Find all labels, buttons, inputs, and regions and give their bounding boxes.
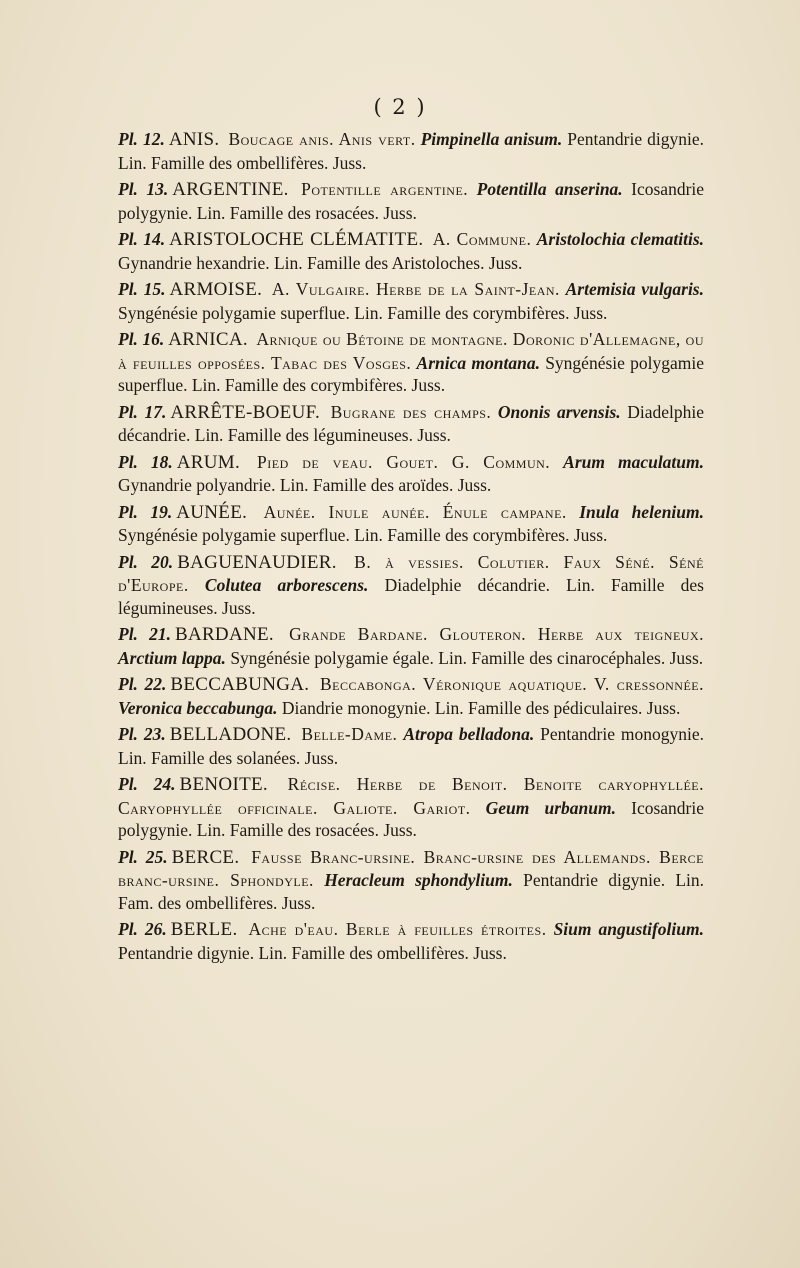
plant-name: ARNICA. [168,329,248,350]
plant-name: ARMOISE. [169,279,263,300]
plate-number: Pl. 13. [118,179,169,199]
plate-number: Pl. 19. [118,501,173,522]
common-names: Bugrane des champs. [330,401,492,422]
plant-name: ANIS. [168,129,220,150]
plant-entry [118,723,704,769]
latin-name: Colutea arborescens. [204,575,369,595]
plant-entry [118,128,704,174]
common-names: Arnique ou Bétoine de montagne. Doronic d'Allemagne, ou à feuilles opposées. Tabac des Vosges. [118,329,705,373]
plant-name: BARDANE. [174,624,274,645]
common-names: Pied de veau. Gouet. G. Commun. [257,451,551,472]
plate-number: Pl. 22. [118,674,167,694]
common-names: A. Commune. [432,229,532,249]
classification: Pentandrie digynie. Lin. Famille des ombellifères. Juss. [118,129,705,173]
plant-entry [118,673,704,719]
latin-name: Aristolochia clematitis. [536,229,704,249]
plant-name: ARGENTINE. [172,179,289,200]
plate-number: Pl. 12. [118,129,165,149]
common-names: A. Vulgaire. Herbe de la Saint-Jean. [271,279,560,299]
plant-name: ARISTOLOCHE CLÉMATITE. [169,229,424,250]
plate-number: Pl. 21. [118,624,171,644]
common-names: Ache d'eau. Berle à feuilles étroites. [248,919,547,939]
plant-entry [118,178,704,224]
classification: Pentandrie digynie. Lin. Famille des ombellifères. Juss. [118,942,507,963]
common-names: Beccabonga. Véronique aquatique. V. cressonnée. [319,674,704,694]
classification: Pentandrie monogynie. Lin. Famille des solanées. Juss. [118,724,705,768]
plant-name: ARRÊTE-BOEUF. [170,401,321,423]
plant-entry [118,918,704,964]
page-number: ( 2 ) [373,95,427,119]
classification: Gynandrie hexandrie. Lin. Famille des Aristoloches. Juss. [118,252,523,273]
classification: Icosandrie polygynie. Lin. Famille des rosacées. Juss. [118,179,705,223]
latin-name: Arctium lappa. [118,647,226,668]
classification: Syngénésie polygamie superflue. Lin. Famille des corymbifères. Juss. [118,352,704,395]
entries-list [118,128,704,968]
plate-number: Pl. 17. [118,401,167,422]
classification: Gynandrie polyandrie. Lin. Famille des aroïdes. Juss. [118,475,492,495]
latin-name: Sium angustifolium. [553,919,705,939]
plate-number: Pl. 26. [118,919,167,939]
plant-name: BECCABUNGA. [170,674,310,695]
plate-number: Pl. 23. [118,724,166,744]
plate-number: Pl. 24. [118,774,176,794]
plant-name: BELLADONE. [169,724,292,745]
plant-name: BERLE. [170,919,238,940]
classification: Syngénésie polygamie égale. Lin. Famille des cinarocéphales. Juss. [230,647,704,668]
classification: Diandrie monogynie. Lin. Famille des pédiculaires. Juss. [281,697,681,718]
plant-name: ARUM. [176,451,241,473]
classification: Syngénésie polygamie superflue. Lin. Famille des corymbifères. Juss. [118,302,608,323]
plant-entry [118,846,704,915]
latin-name: Ononis arvensis. [497,401,621,422]
common-names: B. à vessies. Colutier. Faux Séné. Séné d'Europe. [118,551,704,595]
latin-name: Heracleum sphondylium. [324,870,513,890]
classification: Diadelphie décandrie. Lin. Famille des légumineuses. Juss. [118,401,705,445]
latin-name: Geum urbanum. [485,797,617,818]
plant-name: AUNÉE. [176,501,248,523]
plant-name: BENOITE. [179,774,268,795]
plant-entry [118,623,704,669]
plant-entry [118,551,704,620]
latin-name: Veronica beccabunga. [118,697,278,718]
latin-name: Pimpinella anisum. [420,129,563,149]
plant-name: BAGUENAUDIER. [177,551,337,573]
latin-name: Arum maculatum. [563,451,705,472]
classification: Diadelphie décandrie. Lin. Famille des légumineuses. Juss. [118,575,704,618]
plant-entry [118,773,704,842]
latin-name: Arnica montana. [416,352,540,373]
plate-number: Pl. 16. [118,329,165,349]
plate-number: Pl. 20. [118,551,174,572]
plant-entry [118,278,704,324]
plant-entry [118,228,704,274]
plate-number: Pl. 18. [118,451,173,472]
classification: Icosandrie polygynie. Lin. Famille des rosacées. Juss. [118,797,705,840]
common-names: Grande Bardane. Glouteron. Herbe aux teigneux. [289,624,704,644]
plant-entry [118,328,704,397]
latin-name: Inula helenium. [579,501,705,522]
latin-name: Potentilla anserina. [476,179,623,199]
common-names: Boucage anis. Anis vert. [228,129,416,149]
latin-name: Atropa belladona. [403,724,535,744]
plant-name: BERCE. [171,846,240,868]
classification: Pentandrie digynie. Lin. Fam. des ombellifères. Juss. [118,870,705,913]
common-names: Fausse Branc-ursine. Branc-ursine des Allemands. Berce branc-ursine. Sphondyle. [118,846,705,890]
plate-number: Pl. 14. [118,229,166,249]
plate-number: Pl. 25. [118,846,168,867]
common-names: Potentille argentine. [301,179,469,199]
classification: Syngénésie polygamie superflue. Lin. Famille des corymbifères. Juss. [118,525,608,545]
plant-entry [118,401,704,447]
common-names: Récise. Herbe de Benoit. Benoite caryophyllée. Caryophyllée officinale. Galiote. Gariot. [118,774,704,818]
plant-entry [118,501,704,547]
latin-name: Artemisia vulgaris. [565,279,704,299]
plate-number: Pl. 15. [118,279,166,299]
common-names: Belle-Dame. [301,724,398,744]
plant-entry [118,451,704,497]
common-names: Aunée. Inule aunée. Énule campane. [263,501,567,522]
